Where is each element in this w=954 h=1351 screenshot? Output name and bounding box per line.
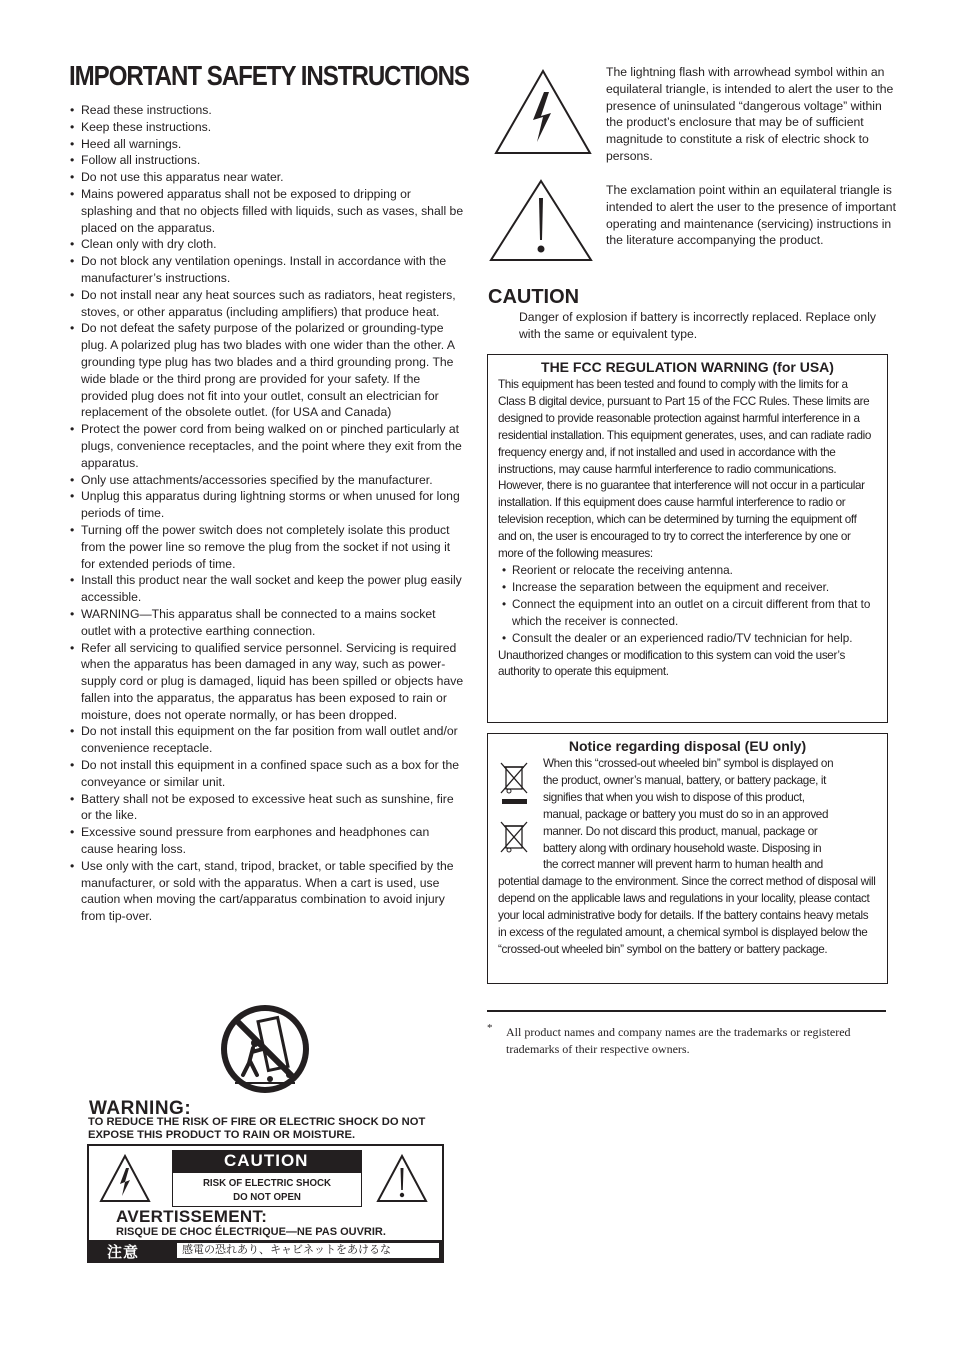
list-item: • Mains powered apparatus shall not be exposed to dripping or splashing and that no objects filled with liquids, such as vases, shall be placed on the apparatus. — [70, 186, 464, 236]
list-item: • Connect the equipment into an outlet on a circuit different from that to which the receiver is connected. — [498, 597, 877, 631]
list-item: • Refer all servicing to qualified service personnel. Servicing is required when the apparatus has been damaged in any way, such as power-supply cord or plug is damaged, liquid has been spilled or objects have fallen into the apparatus, the apparatus has been exposed to rain or moisture, does not operate normally, or has been dropped. — [70, 640, 464, 724]
cart-tipover-icon — [219, 1003, 311, 1095]
fcc-heading: THE FCC REGULATION WARNING (for USA) — [541, 359, 834, 375]
list-item: • WARNING—This apparatus shall be connected to a mains socket outlet with a protective earthing connection. — [70, 606, 464, 640]
list-item: • Unplug this apparatus during lightning storms or when unused for long periods of time. — [70, 488, 464, 522]
list-item: • Read these instructions. — [70, 102, 464, 119]
list-item: • Do not install near any heat sources such as radiators, heat registers, stoves, or other apparatus (including amplifiers) that produce heat. — [70, 287, 464, 321]
list-item: • Do not block any ventilation openings. Install in accordance with the manufacturer’s instructions. — [70, 253, 464, 287]
caution-text: Danger of explosion if battery is incorrectly replaced. Replace only with the same or equivalent type. — [519, 310, 877, 341]
warning-heading: WARNING: — [89, 1098, 192, 1119]
crossed-out-bin-icon — [499, 820, 531, 856]
disposal-text-bottom: potential damage to the environment. Since the correct method of disposal will depend on the applicable laws and regulations in your locality, please contact your local administrative body for details. If the battery contains heavy metals in excess of the regulated amount, a chemical symbol is displayed below the “crossed-out wheeled bin” symbol on the battery or battery package. — [498, 875, 876, 956]
list-item: • Do not defeat the safety purpose of the polarized or grounding-type plug. A polarized plug has two blades with one wider than the other. A grounding type plug has two blades and a third grounding prong. The wide blade or the third prong are provided for your safety. If the provided plug does not fit into your outlet, consult an electrician for replacement of the obsolete outlet. (for USA and Canada) — [70, 320, 464, 421]
label-japanese-text: 感電の恐れあり、キャビネットをあけるな — [177, 1243, 439, 1258]
label-avertissement-text: RISQUE DE CHOC ÉLECTRIQUE—NE PAS OUVRIR. — [116, 1226, 386, 1238]
caution-label — [87, 1144, 444, 1263]
list-item: • Keep these instructions. — [70, 119, 464, 136]
list-item: • Reorient or relocate the receiving antenna. — [498, 563, 877, 580]
exclamation-warning-icon — [376, 1154, 428, 1204]
divider — [487, 1010, 886, 1012]
fcc-warning-box — [487, 354, 888, 723]
list-item: • Battery shall not be exposed to excessive heat such as sunshine, fire or the like. — [70, 791, 464, 825]
fcc-body: This equipment has been tested and found to comply with the limits for a Class B digital device, pursuant to Part 15 of the FCC Rules. These limits are designed to provide reasonable protection against harmful interference in a residential installation. This equipment generates, uses, and can radiate radio frequency energy and, if not installed and used in accordance with the instructions, may cause harmful interference to radio communications. However, there is no guarantee that interference will not occur in a particular installation. If this equipment does cause harmful interference to radio or television reception, which can be determined by turning the equipment off and on, the user is encouraged to try to correct the interference by one or more of the following measures: — [498, 378, 872, 561]
safety-instructions-list — [70, 102, 464, 925]
exclamation-warning-icon — [487, 178, 595, 263]
list-item: • Excessive sound pressure from earphones and headphones can cause hearing loss. — [70, 824, 464, 858]
list-item: • Do not install this equipment on the far position from wall outlet and/or convenience receptacle. — [70, 723, 464, 757]
label-risk-text: RISK OF ELECTRIC SHOCK DO NOT OPEN — [172, 1172, 362, 1207]
lightning-warning-icon — [493, 68, 593, 156]
list-item: • Only use attachments/accessories specified by the manufacturer. — [70, 472, 464, 489]
fcc-footer: Unauthorized changes or modification to this system can void the user’s authority to operate this equipment. — [498, 648, 845, 679]
footnote: All product names and company names are the trademarks or registered trademarks of their respective owners. — [506, 1025, 851, 1056]
lightning-description: The lightning flash with arrowhead symbol within an equilateral triangle, is intended to alert the user to the presence of uninsulated “dangerous voltage” within the product’s enclosure that may be of sufficient magnitude to constitute a risk of electric shock to persons. — [606, 65, 894, 163]
list-item: • Heed all warnings. — [70, 136, 464, 153]
list-item: • Clean only with dry cloth. — [70, 236, 464, 253]
disposal-text-top: When this “crossed-out wheeled bin” symbol is displayed on the product, owner’s manual, battery, or battery package, it signifies that when you wish to dispose of this product, manual, package or battery you must do so in an approved manner. Do not discard this product, manual, package or battery along with ordinary household waste. Disposing in the correct manner will prevent harm to human health and — [543, 757, 834, 872]
disposal-heading: Notice regarding disposal (EU only) — [568, 738, 807, 754]
list-item: • Do not use this apparatus near water. — [70, 169, 464, 186]
list-item: • Turning off the power switch does not completely isolate this product from the power line so remove the plug from the socket if not using it for extended periods of time. — [70, 522, 464, 572]
list-item: • Use only with the cart, stand, tripod, bracket, or table specified by the manufacturer, or sold with the apparatus. When a cart is used, use caution when moving the cart/apparatus combination to avoid injury from tip-over. — [70, 858, 464, 925]
label-caution-title: CAUTION — [172, 1150, 362, 1172]
disposal-notice-box — [487, 733, 888, 984]
list-item: • Follow all instructions. — [70, 152, 464, 169]
page-title: IMPORTANT SAFETY INSTRUCTIONS — [69, 60, 469, 91]
caution-heading: CAUTION — [488, 286, 580, 308]
label-avertissement: AVERTISSEMENT: — [116, 1207, 268, 1226]
label-japanese-heading: 注意 — [107, 1244, 140, 1261]
lightning-warning-icon — [99, 1154, 151, 1204]
list-item: • Consult the dealer or an experienced radio/TV technician for help. — [498, 631, 877, 648]
list-item: • Do not install this equipment in a confined space such as a box for the conveyance or similar unit. — [70, 757, 464, 791]
list-item: • Protect the power cord from being walked on or pinched particularly at plugs, convenience receptacles, and the point where they exit from the apparatus. — [70, 421, 464, 471]
crossed-out-bin-icon — [499, 761, 531, 807]
footnote-mark: * — [487, 1022, 493, 1034]
list-item: • Install this product near the wall socket and keep the power plug easily accessible. — [70, 572, 464, 606]
warning-text: TO REDUCE THE RISK OF FIRE OR ELECTRIC SHOCK DO NOT EXPOSE THIS PRODUCT TO RAIN OR MOISTURE. — [88, 1116, 426, 1141]
list-item: • Increase the separation between the equipment and receiver. — [498, 580, 877, 597]
exclamation-description: The exclamation point within an equilateral triangle is intended to alert the user to the presence of important operating and maintenance (servicing) instructions in the literature accompanying the product. — [606, 183, 896, 248]
